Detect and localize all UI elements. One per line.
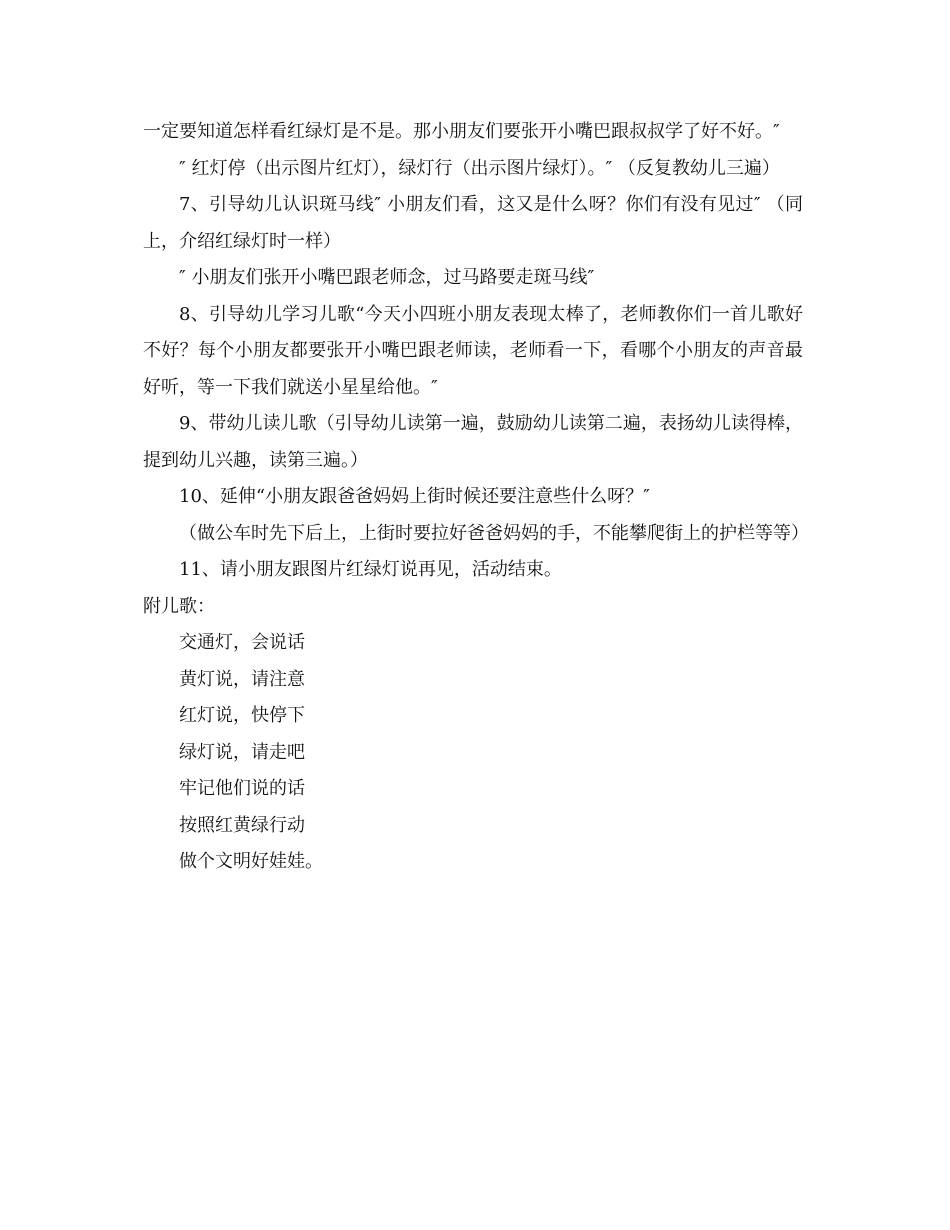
song-line: 做个文明好娃娃。 — [179, 851, 323, 872]
song-line: 红灯说，快停下 — [179, 705, 305, 726]
song-lines — [143, 625, 803, 881]
paragraph-extension-answer: （做公车时先下后上，上街时要拉好爸爸妈妈的手，不能攀爬街上的护栏等等） — [179, 522, 809, 544]
song-line: 牢记他们说的话 — [179, 778, 305, 799]
song-line: 黄灯说，请注意 — [179, 668, 305, 690]
paragraph-step-9: 9、带幼儿读儿歌（引导幼儿读第一遍，鼓励幼儿读第二遍，表扬幼儿读得棒，提到幼儿兴趣，读第三遍。） — [143, 413, 803, 471]
document-body — [143, 114, 809, 881]
song-line: 按照红黄绿行动 — [179, 814, 305, 836]
paragraph-step-10: 10、延伸“小朋友跟爸爸妈妈上街时候还要注意些什么呀？″ — [179, 486, 650, 507]
song-heading: 附儿歌： — [143, 595, 215, 617]
paragraph-intro: 一定要知道怎样看红绿灯是不是。那小朋友们要张开小嘴巴跟叔叔学了好不好。″ — [143, 121, 780, 142]
song-line: 交通灯，会说话 — [179, 632, 305, 653]
song-line: 绿灯说，请走吧 — [179, 741, 305, 763]
paragraph-step-8: 8、引导幼儿学习儿歌“今天小四班小朋友表现太棒了，老师教你们一首儿歌好不好？每个小朋友都要张开小嘴巴跟老师读，老师看一下，看哪个小朋友的声音最好听，等一下我们就送小星星给他。″ — [143, 303, 803, 398]
paragraph-step-11: 11、请小朋友跟图片红绿灯说再见，活动结束。 — [179, 559, 562, 580]
paragraph-zebra-chant: ″ 小朋友们张开小嘴巴跟老师念，过马路要走斑马线″ — [179, 267, 595, 288]
paragraph-step-7: 7、引导幼儿认识斑马线″ 小朋友们看，这又是什么呀？你们有没有见过″ （同上，介绍红绿灯时一样） — [143, 194, 803, 252]
paragraph-traffic-light-chant: ″ 红灯停（出示图片红灯），绿灯行（出示图片绿灯）。″ （反复教幼儿三遍） — [179, 157, 780, 179]
